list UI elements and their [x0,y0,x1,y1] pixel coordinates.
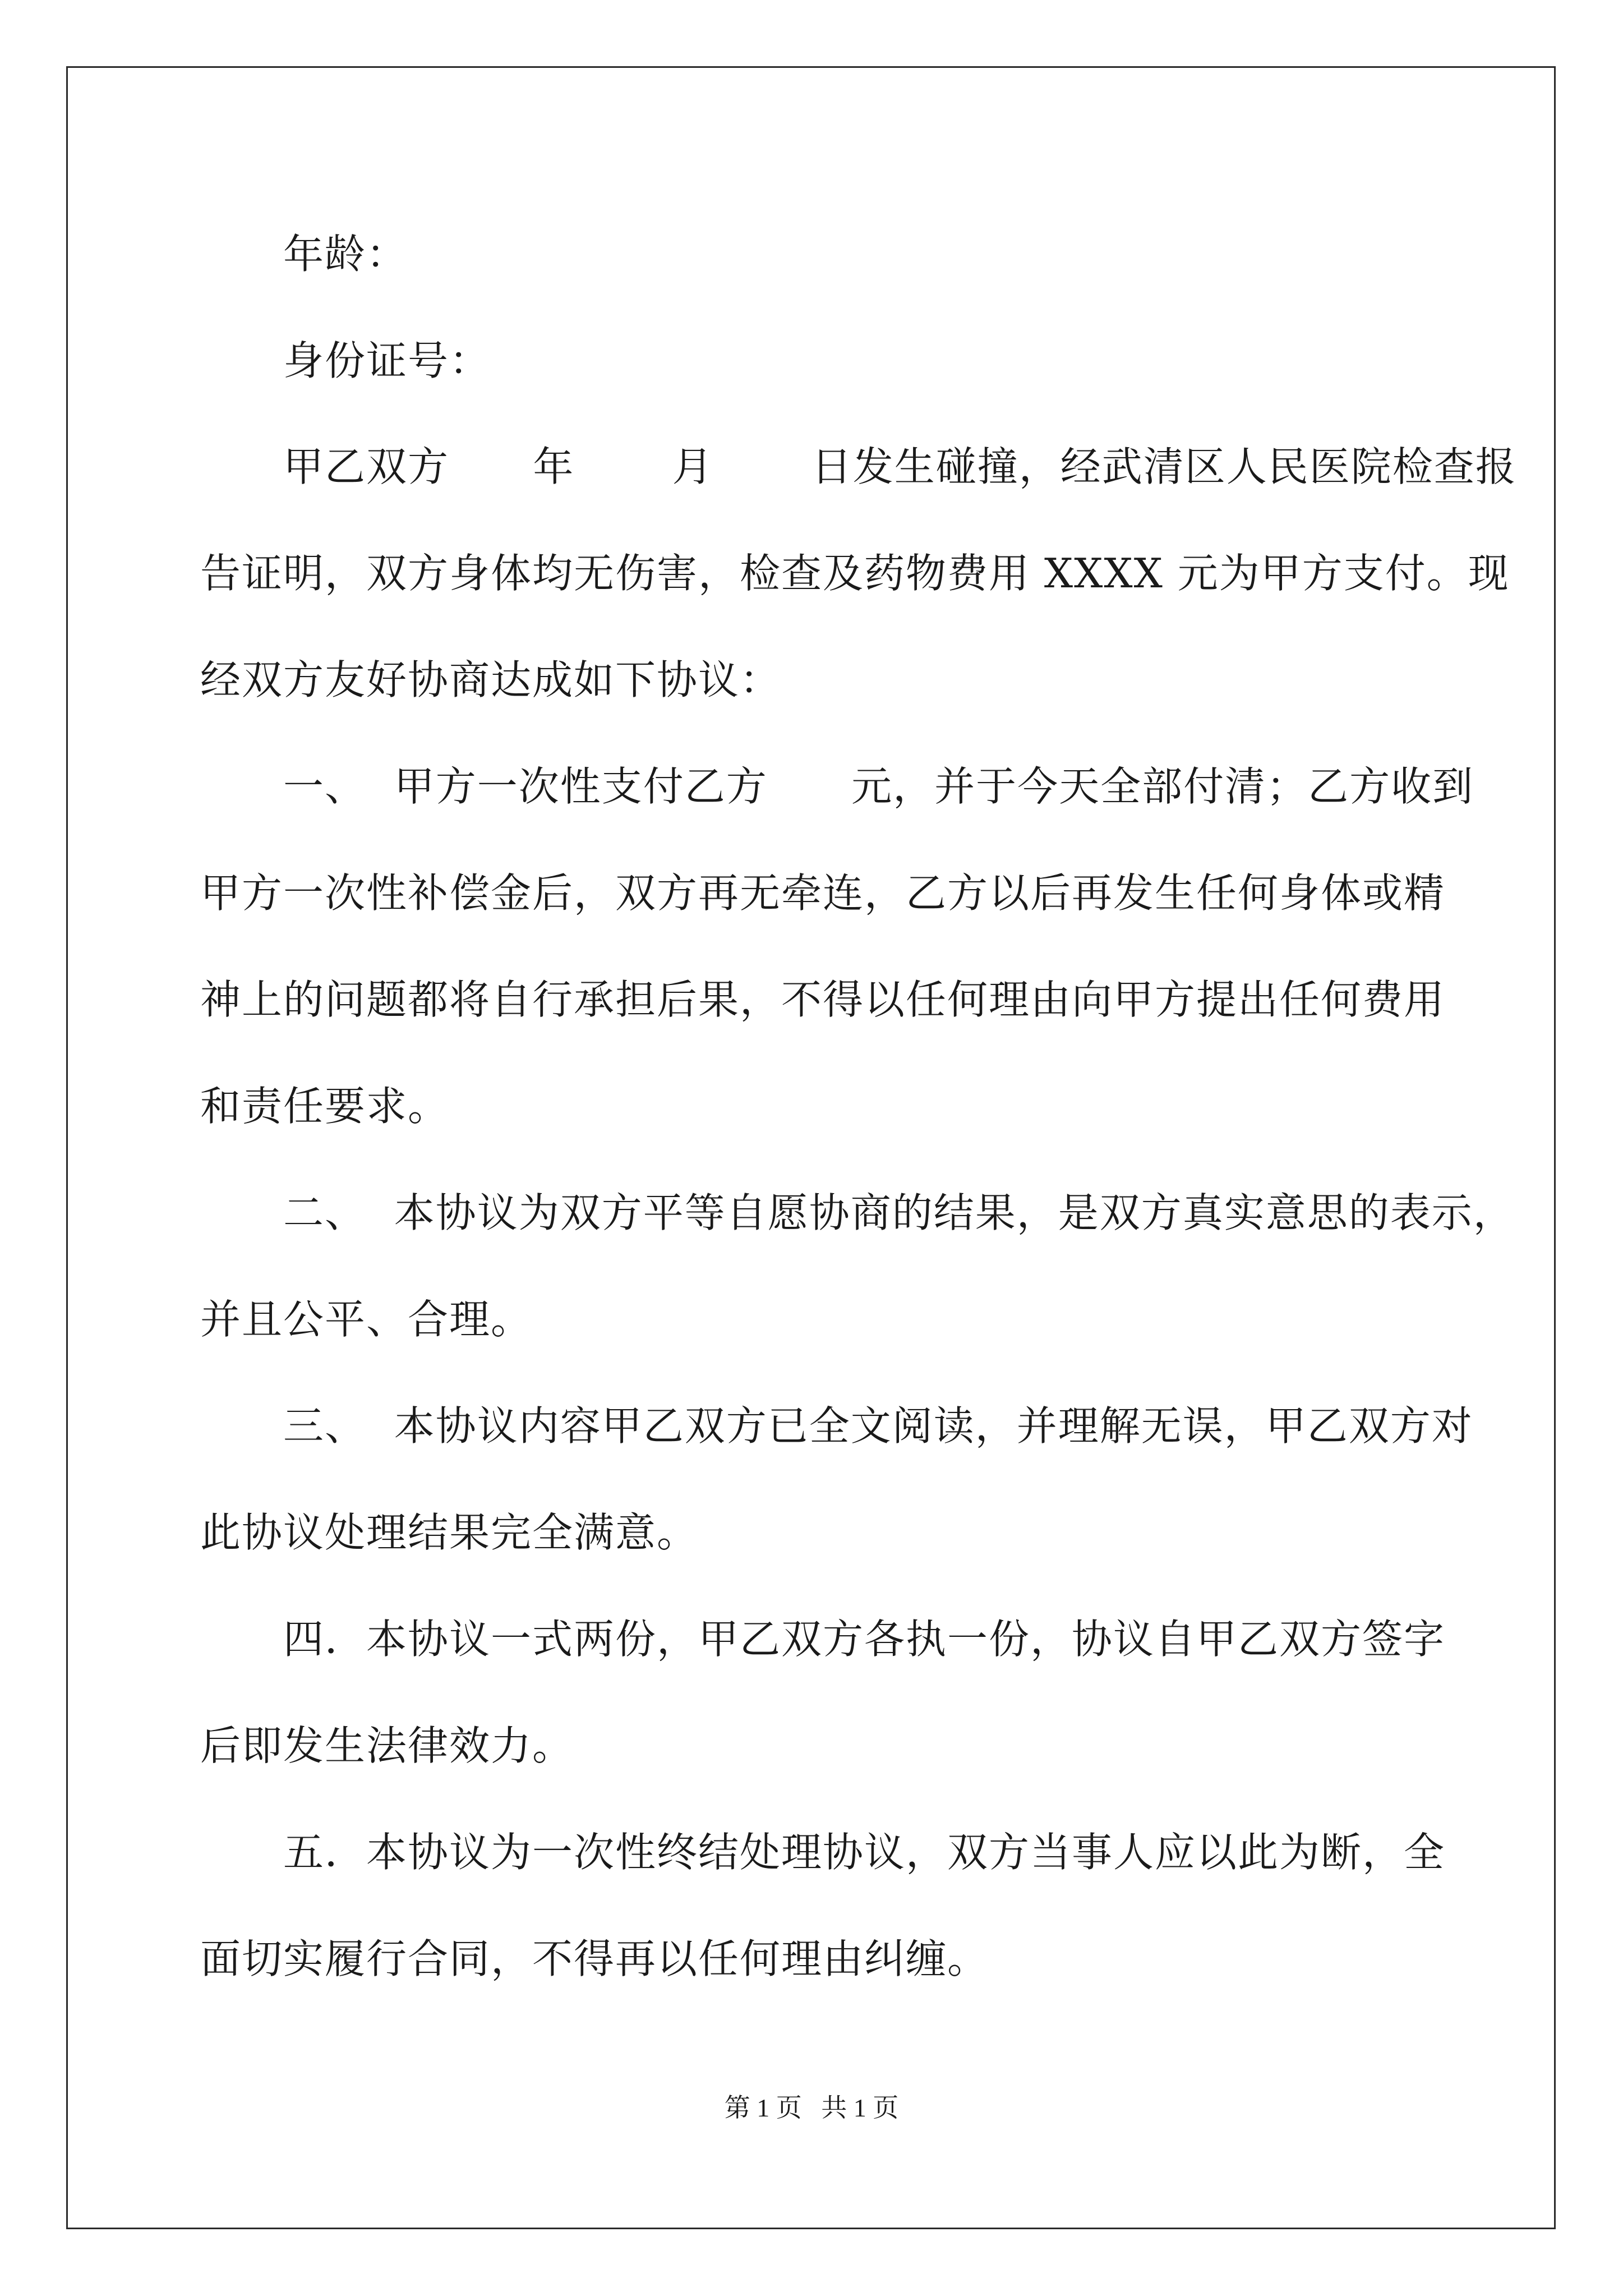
clause-2-line-2: 并且公平、合理。 [200,1296,533,1343]
clause-3-line-1: 三、 本协议内容甲乙双方已全文阅读，并理解无误，甲乙双方对 [283,1402,1473,1450]
clause-3-line-2: 此协议处理结果完全满意。 [200,1509,699,1556]
id-number-field-label: 身份证号： [283,337,491,384]
clause-1-line-2: 甲方一次性补偿金后，双方再无牵连，乙方以后再发生任何身体或精 [200,869,1446,917]
paragraph-intro-line-3: 经双方友好协商达成如下协议： [200,656,782,703]
clause-5-line-2: 面切实履行合同，不得再以任何理由纠缠。 [200,1935,989,1982]
clause-1-line-1: 一、 甲方一次性支付乙方 元，并于今天全部付清；乙方收到 [283,763,1474,810]
clause-5-line-1: 五．本协议为一次性终结处理协议，双方当事人应以此为断，全 [283,1829,1446,1876]
clause-4-line-1: 四．本协议一式两份，甲乙双方各执一份，协议自甲乙双方签字 [283,1616,1446,1663]
page-number-footer: 第 1 页 共 1 页 [724,2093,899,2122]
clause-2-line-1: 二、 本协议为双方平等自愿协商的结果，是双方真实意思的表示， [283,1189,1515,1236]
clause-4-line-2: 后即发生法律效力。 [200,1722,574,1769]
paragraph-intro-line-1: 甲乙双方 年 月 日发生碰撞，经武清区人民医院检查报 [283,443,1517,490]
paragraph-intro-line-2: 告证明，双方身体均无伤害，检查及药物费用 XXXX 元为甲方支付。现 [200,550,1510,597]
age-field-label: 年龄： [283,231,408,278]
page-border [66,66,1556,2229]
clause-1-line-3: 神上的问题都将自行承担后果，不得以任何理由向甲方提出任何费用 [200,976,1446,1023]
clause-1-line-4: 和责任要求。 [200,1083,450,1130]
